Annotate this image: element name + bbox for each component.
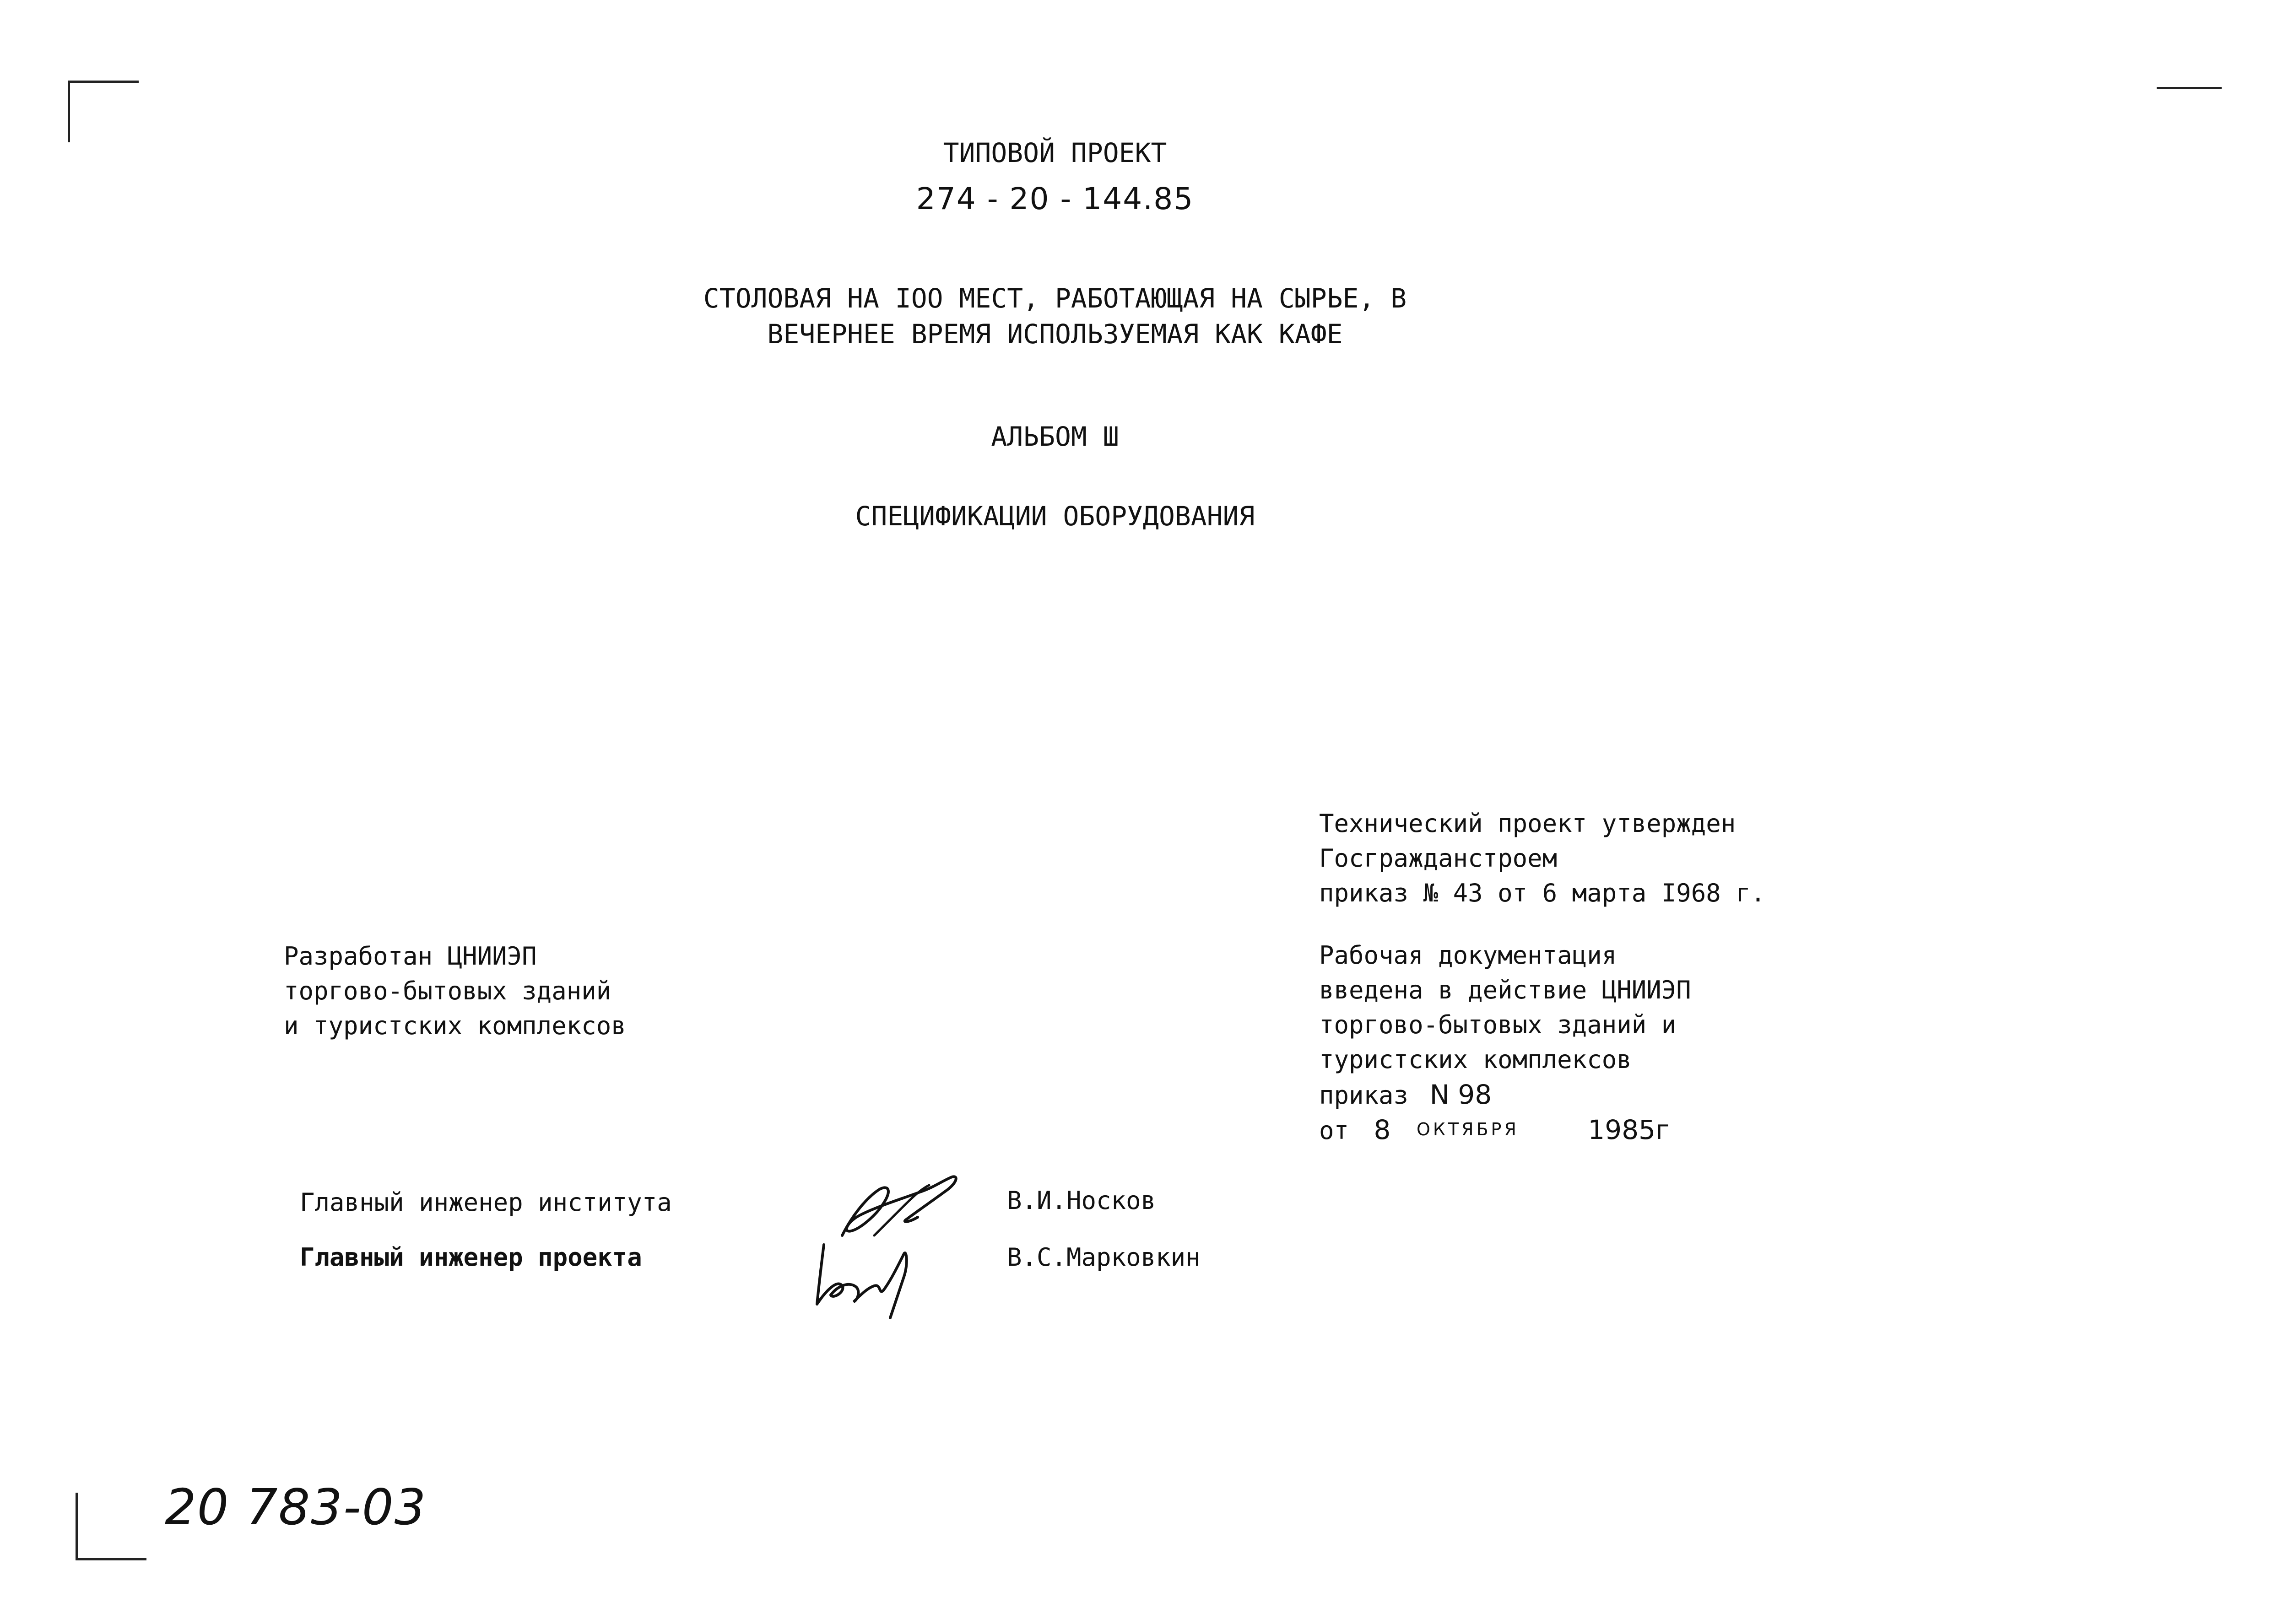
approval-line: приказ № 43 от 6 марта I968 г.	[1319, 879, 1766, 907]
signature-name-2: В.С.Марковкин	[1007, 1243, 1201, 1272]
project-number: 274 - 20 - 144.85	[916, 181, 1194, 216]
date-prefix: от	[1319, 1116, 1349, 1145]
order-line	[1319, 1077, 1691, 1112]
corner-mark-bottom-left-v	[76, 1493, 78, 1560]
developer-line: торгово-бытовых зданий	[284, 977, 611, 1005]
signature-image-2	[806, 1236, 920, 1322]
corner-mark-top-left-v	[68, 81, 70, 142]
developer-line: и туристских комплексов	[284, 1011, 626, 1040]
approval-line: Госгражданстроем	[1319, 844, 1558, 873]
album-label: АЛЬБОМ Ш	[991, 421, 1119, 452]
corner-mark-top-right-h	[2157, 87, 2222, 89]
working-docs-line: введена в действие ЦНИИЭП	[1319, 976, 1691, 1004]
developer-line: Разработан ЦНИИЭП	[284, 942, 537, 971]
project-title-line1: СТОЛОВАЯ НА IOO МЕСТ, РАБОТАЮЩАЯ НА СЫРЬЕ, В	[703, 283, 1407, 314]
date-line	[1319, 1112, 1691, 1147]
order-prefix: приказ	[1319, 1081, 1409, 1110]
signature-role-1: Главный инженер института	[300, 1188, 672, 1217]
date-day: 8	[1374, 1114, 1391, 1145]
developer-block	[284, 939, 626, 1043]
project-title-line2: ВЕЧЕРНЕЕ ВРЕМЯ ИСПОЛЬЗУЕМАЯ КАК КАФЕ	[767, 318, 1343, 350]
archive-number: 20 783-03	[165, 1479, 427, 1536]
order-number: N 98	[1429, 1079, 1492, 1110]
signature-role-2: Главный инженер проекта	[300, 1243, 642, 1272]
working-docs-line: торгово-бытовых зданий и	[1319, 1010, 1677, 1039]
working-docs-line: Рабочая документация	[1319, 941, 1617, 970]
document-subtitle: СПЕЦИФИКАЦИИ ОБОРУДОВАНИЯ	[855, 501, 1255, 532]
project-type: ТИПОВОЙ ПРОЕКТ	[943, 137, 1167, 168]
approval-line: Технический проект утвержден	[1319, 809, 1736, 838]
signature-name-1: В.И.Носков	[1007, 1186, 1156, 1215]
corner-mark-bottom-left-h	[76, 1558, 146, 1560]
approval-block	[1319, 806, 1765, 911]
working-docs-line: туристских комплексов	[1319, 1045, 1632, 1074]
date-year: 1985г	[1588, 1114, 1670, 1145]
corner-mark-top-left-h	[68, 81, 139, 83]
working-docs-block	[1319, 938, 1691, 1147]
date-month: ОКТЯБРЯ	[1416, 1119, 1519, 1139]
